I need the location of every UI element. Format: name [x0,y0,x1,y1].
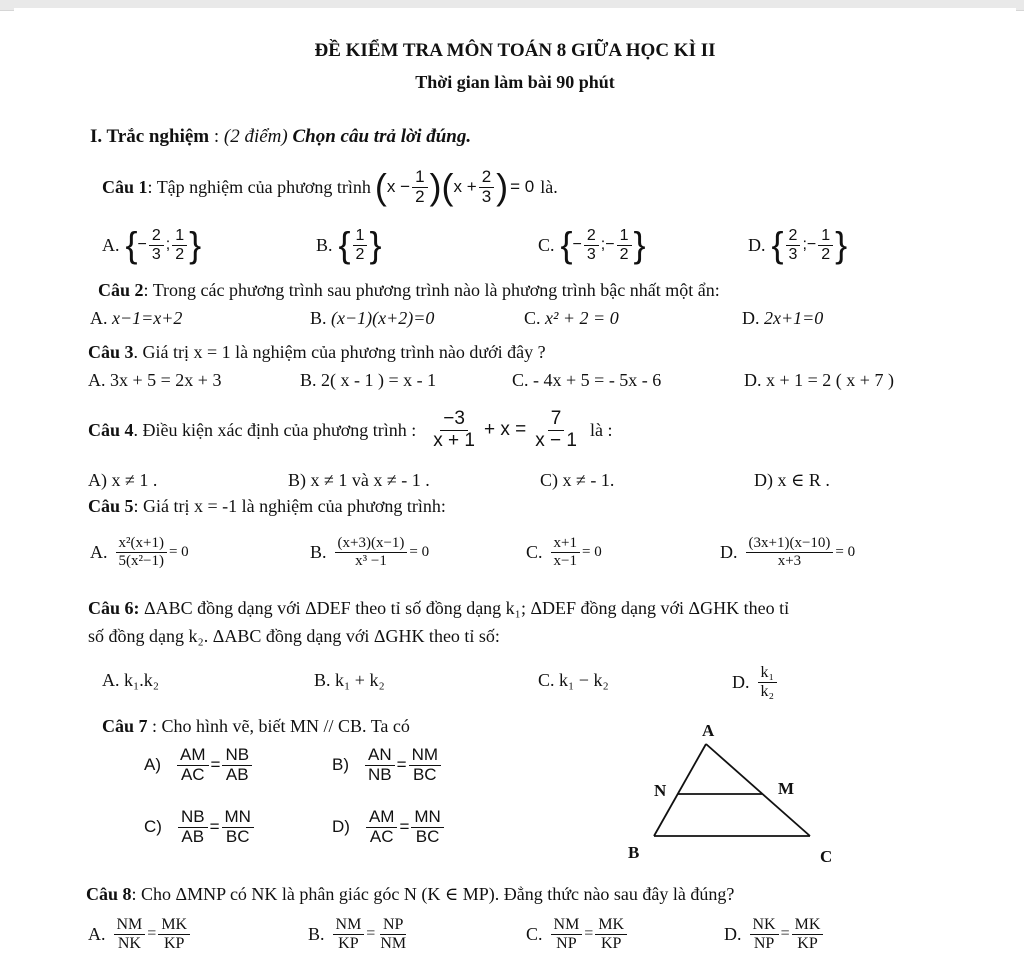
q1-equation: ( x − $\frac{1}{2}$ )( x + $\frac{2}{3}$ ) = 0 [374,166,535,207]
q6-line-1: ΔABC đồng dạng với ΔDEF theo tỉ số đồng dạng k₁; ΔDEF đồng dạng với ΔGHK theo tỉ [144,598,790,618]
q8-option-b[interactable]: B. $\frac{NM}{KP}$ = $\frac{NP}{NM}$ [308,915,407,952]
question-4: Câu 4 . Điều kiện xác định của phương trình : −3 x + 1 + x = $\frac{7}{x - 1}$ là : [88,407,613,451]
q5-label: Câu 5 [88,496,134,516]
q4-option-c[interactable]: C) x ≠ - 1. [540,470,615,490]
q4-option-b[interactable]: B) x ≠ 1 và x ≠ - 1 . [288,470,430,490]
q6-options [102,660,982,710]
section-sep: : [209,126,224,147]
q8-option-c[interactable]: C. $\frac{NM}{NP}$ = $\frac{MK}{KP}$ [526,908,629,960]
q7-options [144,740,504,860]
q3-option-b[interactable]: B. 2( x - 1 ) = x - 1 [300,370,437,390]
vertex-b-label: B [628,843,640,862]
q7-text: : Cho hình vẽ, biết MN // CB. Ta có [147,716,410,736]
q1-frac-num: 2 [479,168,494,188]
q1-options [102,220,982,270]
q3-option-c[interactable]: C. - 4x + 5 = - 5x - 6 [512,370,662,390]
section-instruction: Chọn câu trả lời đúng. [292,126,472,147]
question-2 [98,280,720,301]
q7-option-a[interactable]: A) $\frac{AM}{AC}$ = $\frac{NB}{AB}$ [144,740,254,790]
q4-options [88,470,988,496]
q2-options [90,308,990,332]
q8-label: Câu 8 [86,884,132,904]
q4-label: Câu 4 [88,419,134,440]
q2-option-d[interactable]: D. 2x+1=0 [742,308,824,328]
q4-option-d[interactable]: D) x ∈ R . [754,470,830,490]
exam-subtitle: Thời gian làm bài 90 phút [415,72,615,92]
q5-text: : Giá trị x = -1 là nghiệm của phương trình: [133,496,446,516]
q8-text: : Cho ΔMNP có NK là phân giác góc N (K ∈ MP). Đẳng thức nào sau đây là đúng? [131,884,735,904]
q8-option-a[interactable]: A. $\frac{NM}{NK}$ = $\frac{MK}{KP}$ [88,908,192,960]
q1-eq-zero: = 0 [510,177,535,196]
q8-option-d[interactable]: D. $\frac{NK}{NP}$ = $\frac{MK}{KP}$ [724,908,825,960]
exam-page [14,8,1016,961]
section-label: I. Trắc nghiệm [90,126,210,147]
q1-option-c[interactable]: C. { − 2 3 ;− 1 2 } [538,224,646,265]
q6-option-b[interactable]: B. k₁ + k₂ [314,670,385,690]
vertex-a-label: A [702,721,715,740]
q1-frac-den: 2 [415,186,425,206]
q5-options [90,522,990,582]
q7-option-d[interactable]: D) $\frac{AM}{AC}$ = $\frac{MN}{BC}$ [332,802,446,852]
question-8 [86,884,734,905]
q6-label: Câu 6: [88,598,140,618]
q1-option-d[interactable]: D. { 2 3 ;− 1 2 } [748,224,848,265]
question-7 [102,716,410,737]
q3-options [88,370,988,396]
q7-option-b[interactable]: B) $\frac{AN}{NB}$ = $\frac{NM}{BC}$ [332,740,443,790]
question-6 [88,598,789,619]
q3-option-d[interactable]: D. x + 1 = 2 ( x + 7 ) [744,370,894,390]
q6-option-a[interactable]: A. k₁.k₂ [102,670,160,690]
side-ac [706,744,810,836]
q1-frac-den: 3 [481,186,492,206]
q8-options [88,908,968,960]
q7-triangle-figure [614,714,854,874]
q3-text: . Giá trị x = 1 là nghiệm của phương trình nào dưới đây ? [133,342,546,362]
section-heading [90,126,471,148]
q1-label: Câu 1 [102,176,148,197]
q2-option-a[interactable]: A. x−1=x+2 [90,308,183,328]
q5-option-c[interactable]: C. $\frac{x+1}{x-1}$ = 0 [526,535,602,569]
q1-option-a[interactable]: A. { − 2 3 ; 1 2 } [102,224,202,265]
q1-text: : Tập nghiệm của phương trình [147,176,371,197]
q2-option-b[interactable]: B. (x−1)(x+2)=0 [310,308,435,328]
q7-label: Câu 7 [102,716,148,736]
q2-label: Câu 2 [98,280,144,300]
q6-option-c[interactable]: C. k₁ − k₂ [538,670,609,690]
question-5 [88,496,446,517]
q2-option-c[interactable]: C. x² + 2 = 0 [524,308,619,328]
q2-text: : Trong các phương trình sau phương trình nào là phương trình bậc nhất một ẩn: [143,280,720,300]
q1-option-b[interactable]: B. { 1 2 } [316,224,382,265]
vertex-n-label: N [654,781,667,800]
q4-text: . Điều kiện xác định của phương trình : [133,419,417,440]
q6-option-d[interactable]: D. k₁ k₂ [732,660,779,704]
q5-option-a[interactable]: A. $\frac{\text{x²(x+1)}}{\text{5(x²−1)}}$ = 0 [90,535,189,569]
q1-frac-num: 1 [412,168,427,188]
q6-line-2: số đồng dạng k₂. ΔABC đồng dạng với ΔGHK theo tỉ số: [88,626,500,646]
q4-equation: −3 x + 1 + x = $\frac{7}{x - 1}$ [433,407,577,451]
q1-la: là. [540,176,558,197]
section-points: (2 điểm) [223,126,288,147]
q7-option-c[interactable]: C) $\frac{NB}{AB}$ = $\frac{MN}{BC}$ [144,802,256,852]
q4-option-a[interactable]: A) x ≠ 1 . [88,470,158,490]
vertex-c-label: C [820,847,833,866]
q5-option-b[interactable]: B. $\frac{(x+3)(x-1)}{\text{x³ −1}}$ = 0 [310,535,430,569]
vertex-m-label: M [778,779,795,798]
q3-option-a[interactable]: A. 3x + 5 = 2x + 3 [88,370,222,390]
q5-option-d[interactable]: D. $\frac{(3x+1)(x-10)}{x+3}$ = 0 [720,535,856,569]
q3-label: Câu 3 [88,342,134,362]
question-1 [102,162,558,212]
exam-title: ĐỀ KIỂM TRA MÔN TOÁN 8 GIỮA HỌC KÌ II [314,40,716,61]
question-3 [88,342,546,363]
